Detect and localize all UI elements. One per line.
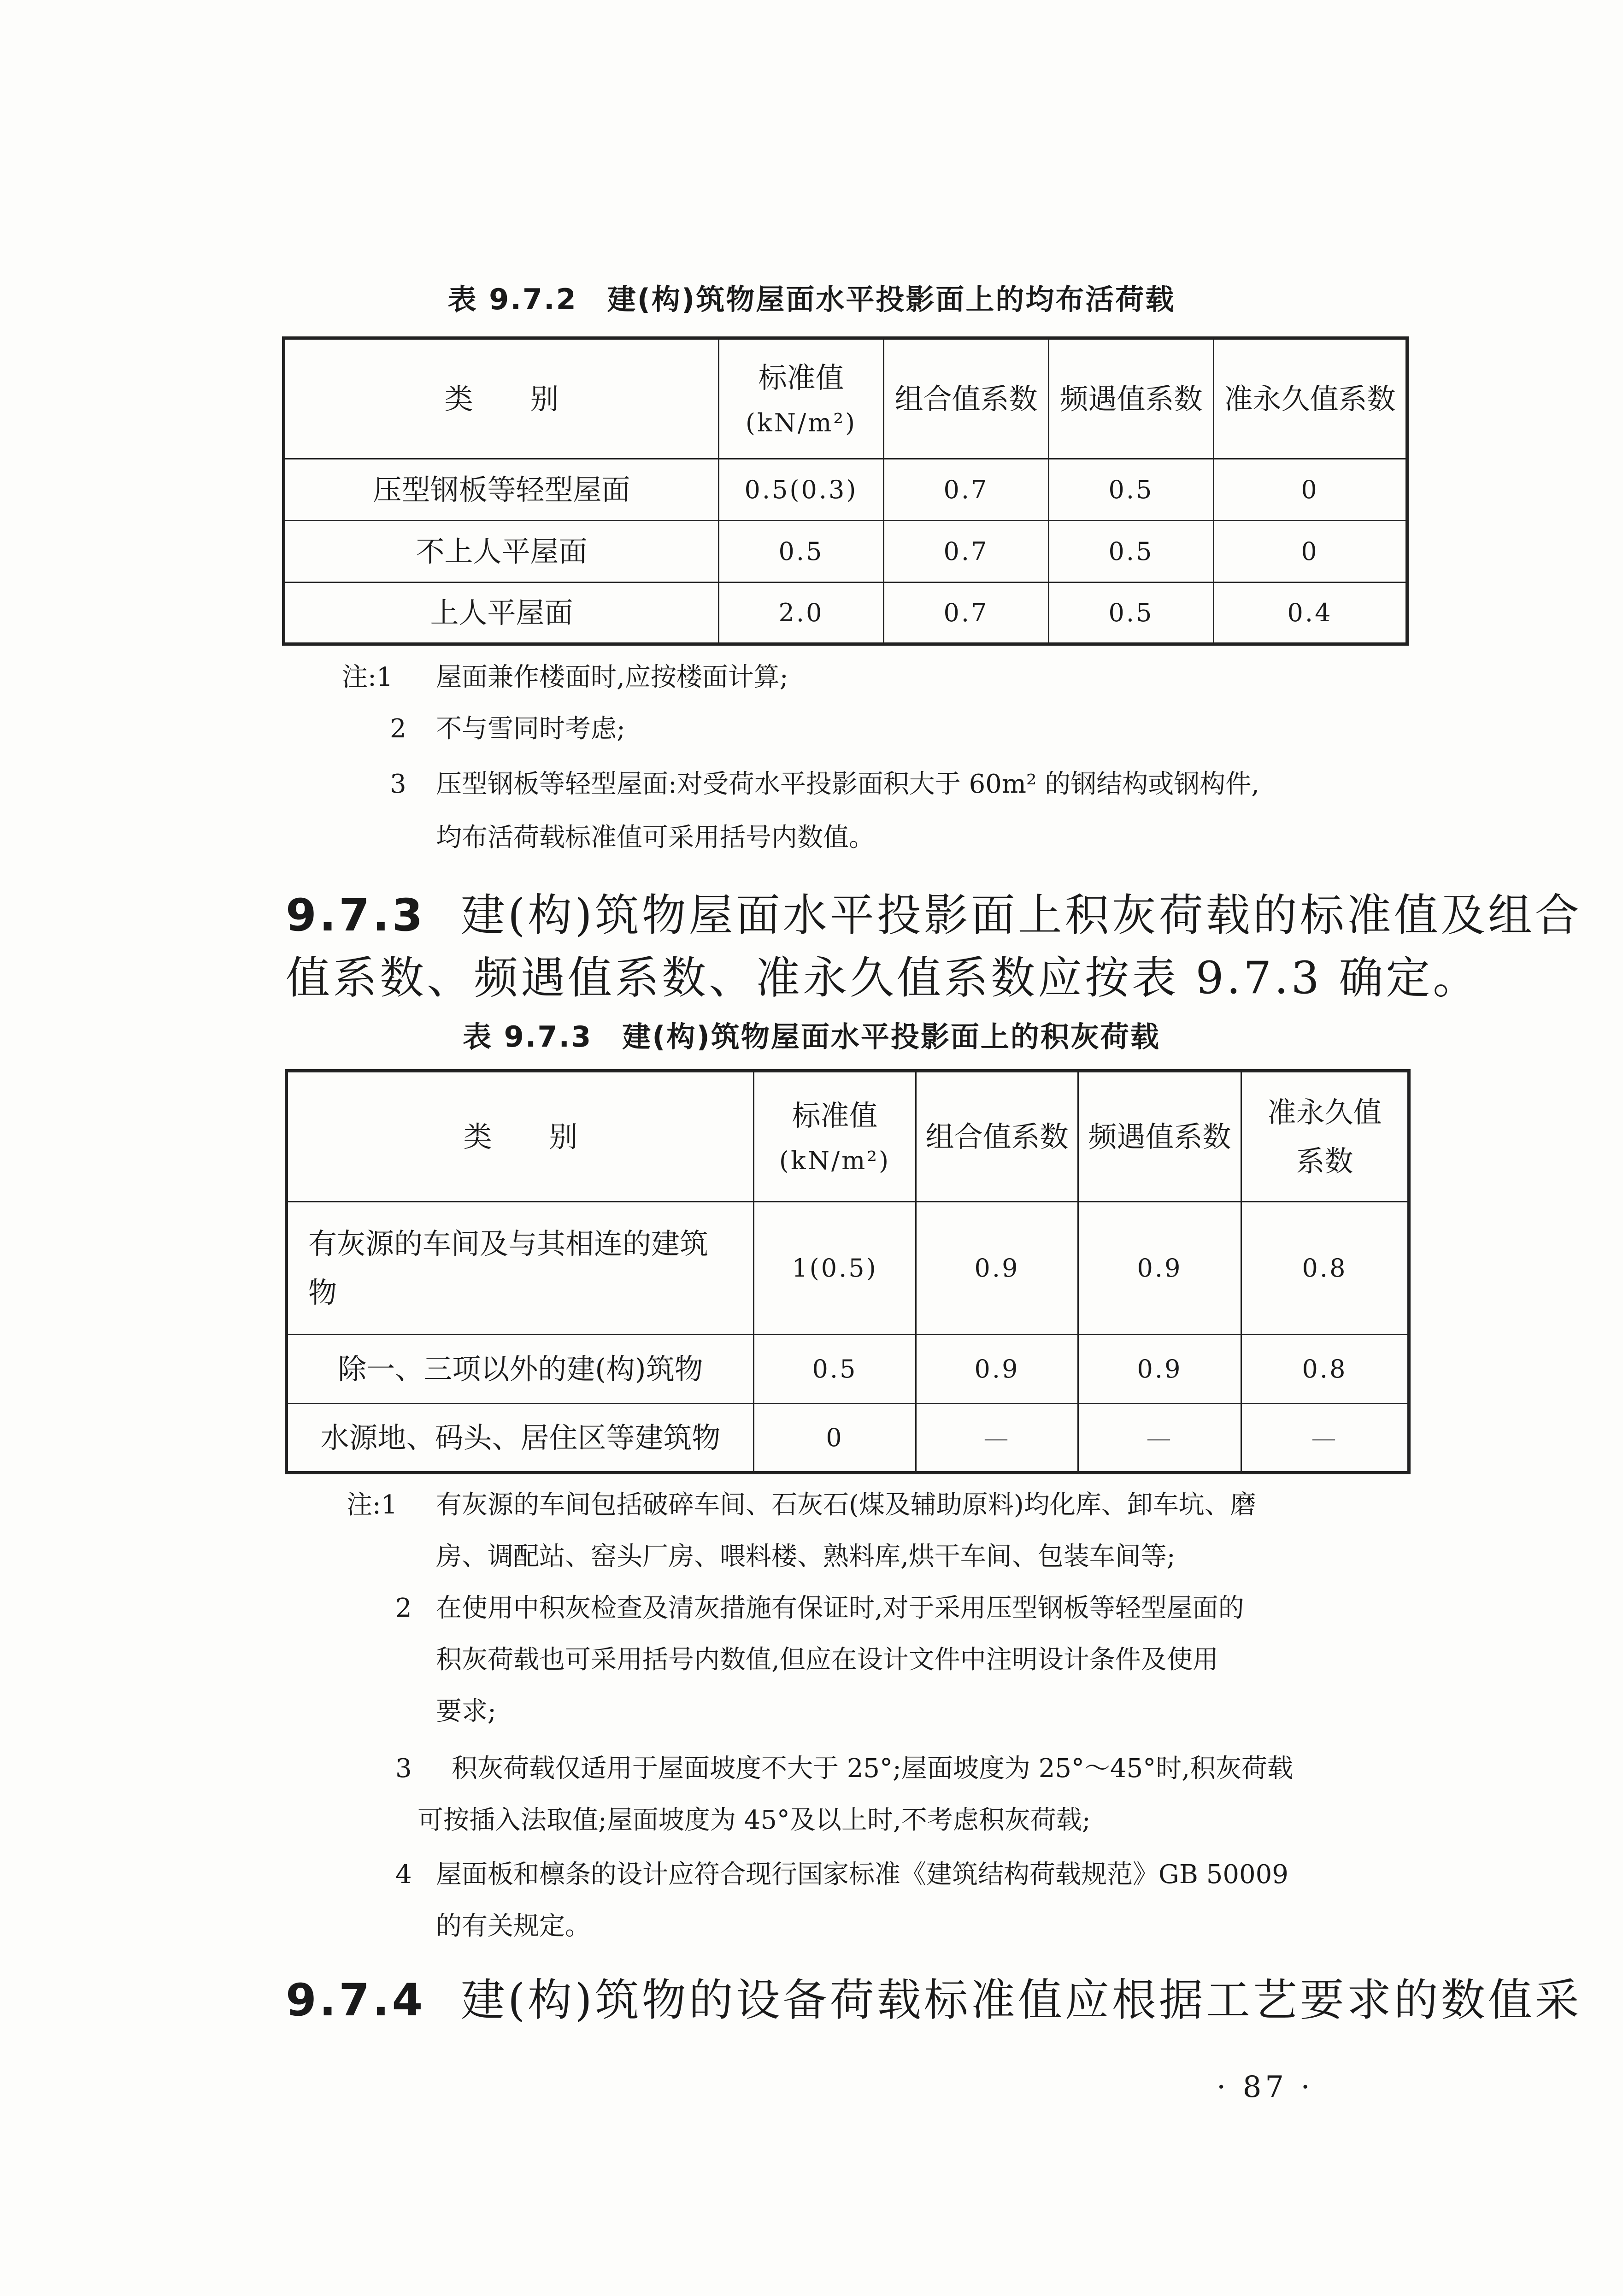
cell-quasi-permanent-coef: 0.4 — [1214, 583, 1407, 644]
table-header-row — [287, 1071, 1409, 1202]
section-text: 建(构)筑物屋面水平投影面上积灰荷载的标准值及组合 — [460, 889, 1582, 941]
table-caption-9-7-3: 表 9.7.3 建(构)筑物屋面水平投影面上的积灰荷载 — [463, 1020, 1160, 1054]
cell-standard-value: 0 — [754, 1404, 916, 1473]
note-text: 积灰荷载仅适用于屋面坡度不大于 25°;屋面坡度为 25°～45°时,积灰荷载 — [452, 1754, 1294, 1784]
note-label: 3 — [395, 1754, 412, 1784]
cell-category: 不上人平屋面 — [284, 521, 719, 583]
page-number: · 87 · — [1217, 2070, 1314, 2104]
cell-category: 除一、三项以外的建(构)筑物 — [287, 1335, 754, 1404]
note-text: 屋面板和檩条的设计应符合现行国家标准《建筑结构荷载规范》GB 50009 — [436, 1860, 1288, 1890]
cell-standard-value: 2.0 — [719, 583, 884, 644]
section-number: 9.7.3 — [286, 889, 426, 941]
cell-quasi-permanent-coef: 0.8 — [1241, 1202, 1409, 1335]
cell-category: 水源地、码头、居住区等建筑物 — [287, 1404, 754, 1473]
note-label: 注:1 — [347, 1490, 398, 1520]
cell-category: 有灰源的车间及与其相连的建筑物 — [287, 1202, 754, 1335]
header-standard-value-unit: (kN/m²) — [779, 1146, 891, 1176]
note-text: 的有关规定。 — [436, 1911, 591, 1941]
cell-combination-coef: 0.9 — [916, 1202, 1078, 1335]
note-text: 积灰荷载也可采用括号内数值,但应在设计文件中注明设计条件及使用 — [436, 1645, 1218, 1675]
note-text: 要求; — [436, 1696, 496, 1726]
cell-standard-value: 1(0.5) — [754, 1202, 916, 1335]
section-text: 值系数、频遇值系数、准永久值系数应按表 9.7.3 确定。 — [286, 952, 1480, 1004]
cell-category: 上人平屋面 — [284, 583, 719, 644]
header-category: 类 别 — [287, 1071, 754, 1202]
cell-combination-coef: 0.9 — [916, 1335, 1078, 1404]
cell-frequent-coef: — — [1078, 1404, 1241, 1473]
section-9-7-4 — [286, 1969, 1582, 2031]
table-9-7-3 — [285, 1069, 1411, 1474]
note-text: 可按插入法取值;屋面坡度为 45°及以上时,不考虑积灰荷载; — [418, 1805, 1091, 1835]
note-label: 2 — [390, 714, 406, 744]
header-quasi-permanent-line1: 准永久值 — [1267, 1095, 1382, 1130]
cell-quasi-permanent-coef: 0 — [1214, 459, 1407, 521]
section-number: 9.7.4 — [286, 1974, 426, 2026]
table-row — [284, 583, 1407, 644]
note-label: 4 — [395, 1860, 412, 1890]
note-text: 不与雪同时考虑; — [436, 714, 625, 744]
header-frequent-coef: 频遇值系数 — [1078, 1071, 1241, 1202]
note-text: 在使用中积灰检查及清灰措施有保证时,对于采用压型钢板等轻型屋面的 — [436, 1593, 1244, 1623]
header-standard-value — [754, 1071, 916, 1202]
header-standard-value — [719, 338, 884, 459]
table-9-7-2 — [282, 336, 1409, 646]
header-combination-coef: 组合值系数 — [916, 1071, 1078, 1202]
table-caption-9-7-2: 表 9.7.2 建(构)筑物屋面水平投影面上的均布活荷载 — [447, 283, 1176, 316]
cell-combination-coef: 0.7 — [884, 459, 1049, 521]
cell-standard-value: 0.5 — [719, 521, 884, 583]
table-row — [284, 521, 1407, 583]
cell-frequent-coef: 0.5 — [1049, 459, 1214, 521]
note-text: 房、调配站、窑头厂房、喂料楼、熟料库,烘干车间、包装车间等; — [436, 1542, 1176, 1572]
cell-quasi-permanent-coef: 0 — [1214, 521, 1407, 583]
header-category: 类 别 — [284, 338, 719, 459]
table-row — [287, 1335, 1409, 1404]
cell-frequent-coef: 0.9 — [1078, 1335, 1241, 1404]
table-row — [287, 1202, 1409, 1335]
table-row — [287, 1404, 1409, 1473]
note-text: 屋面兼作楼面时,应按楼面计算; — [436, 662, 788, 692]
cell-standard-value: 0.5(0.3) — [719, 459, 884, 521]
cell-quasi-permanent-coef: — — [1241, 1404, 1409, 1473]
header-quasi-permanent-coef: 准永久值系数 — [1214, 338, 1407, 459]
note-text: 压型钢板等轻型屋面:对受荷水平投影面积大于 60m² 的钢结构或钢构件, — [436, 769, 1260, 799]
cell-frequent-coef: 0.5 — [1049, 521, 1214, 583]
table-header-row — [284, 338, 1407, 459]
cell-combination-coef: 0.7 — [884, 583, 1049, 644]
cell-frequent-coef: 0.9 — [1078, 1202, 1241, 1335]
note-text: 有灰源的车间包括破碎车间、石灰石(煤及辅助原料)均化库、卸车坑、磨 — [436, 1490, 1256, 1520]
header-frequent-coef: 频遇值系数 — [1049, 338, 1214, 459]
note-label: 3 — [390, 769, 406, 799]
cell-quasi-permanent-coef: 0.8 — [1241, 1335, 1409, 1404]
header-quasi-permanent-line2: 系数 — [1296, 1144, 1353, 1178]
header-standard-value-label: 标准值 — [792, 1098, 878, 1132]
cell-standard-value: 0.5 — [754, 1335, 916, 1404]
table-row — [284, 459, 1407, 521]
cell-combination-coef: — — [916, 1404, 1078, 1473]
section-9-7-3 — [286, 884, 1582, 1009]
note-text: 均布活荷载标准值可采用括号内数值。 — [436, 823, 875, 853]
header-combination-coef: 组合值系数 — [884, 338, 1049, 459]
section-text: 建(构)筑物的设备荷载标准值应根据工艺要求的数值采 — [460, 1974, 1582, 2026]
header-standard-value-label: 标准值 — [758, 360, 844, 394]
header-quasi-permanent-coef — [1241, 1071, 1409, 1202]
note-label: 注:1 — [342, 662, 393, 692]
section-9-7-3-line1 — [286, 884, 1582, 947]
cell-frequent-coef: 0.5 — [1049, 583, 1214, 644]
cell-combination-coef: 0.7 — [884, 521, 1049, 583]
note-label: 2 — [395, 1593, 412, 1623]
cell-category: 压型钢板等轻型屋面 — [284, 459, 719, 521]
header-standard-value-unit: (kN/m²) — [745, 408, 857, 438]
